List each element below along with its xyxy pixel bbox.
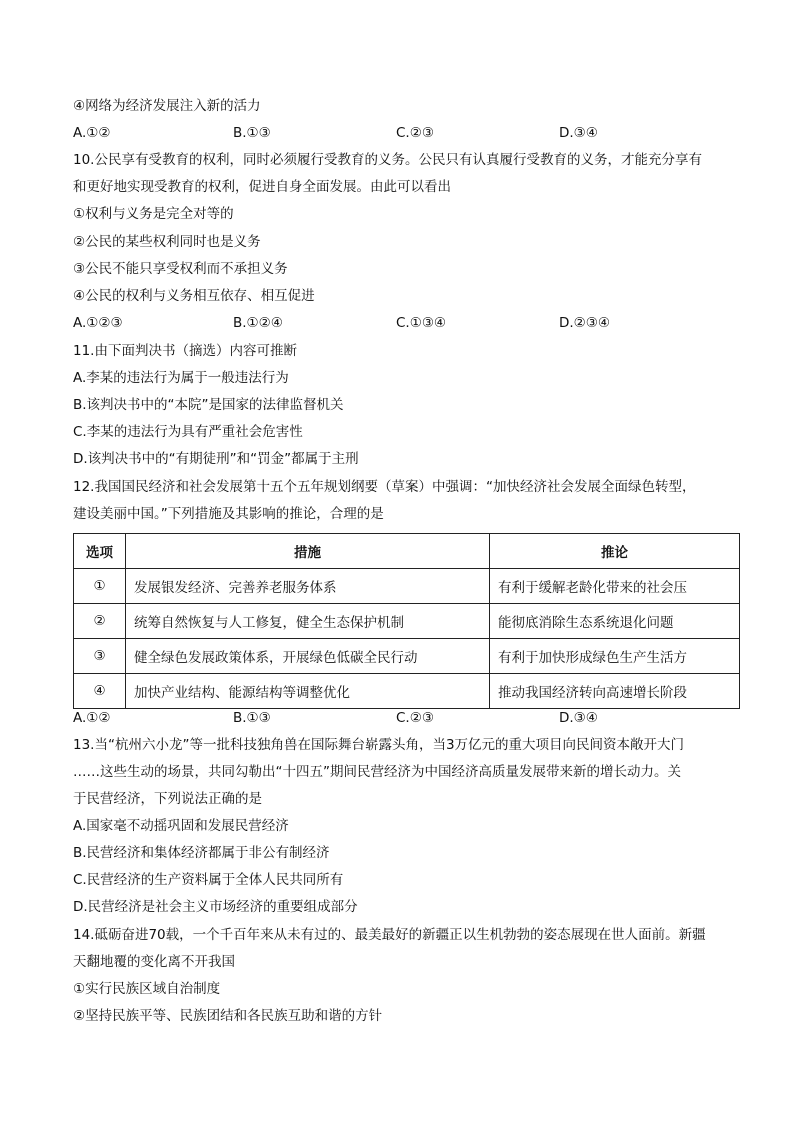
q13-stem-line-1: 13.当“杭州六小龙”等一批科技独角兽在国际舞台崭露头角，当3万亿元的重大项目向民间资本敞开大门: [73, 737, 685, 753]
table-header-row: [74, 534, 740, 569]
table-cell-inference: 有利于缓解老龄化带来的社会压: [490, 569, 740, 604]
table-cell-inference: 能彻底消除生态系统退化问题: [490, 604, 740, 639]
table-cell-number: ①: [74, 569, 126, 604]
table-cell-measure: 加快产业结构、能源结构等调整优化: [126, 674, 490, 709]
q12-choice-d: D.③④: [559, 710, 598, 726]
q12-choice-c: C.②③: [396, 710, 434, 726]
q9-choice-b: B.①③: [233, 125, 271, 141]
q13-option-a: A.国家毫不动摇巩固和发展民营经济: [73, 818, 289, 834]
q10-stem-line-2: 和更好地实现受教育的权利，促进自身全面发展。由此可以看出: [73, 179, 451, 195]
q10-choice-c: C.①③④: [396, 315, 447, 331]
table-header-inference: 推论: [490, 534, 740, 569]
q12-choice-a: A.①②: [73, 710, 111, 726]
q12-choices: [73, 709, 733, 727]
q10-stem-line-1: 10.公民享有受教育的权利，同时必须履行受教育的义务。公民只有认真履行受教育的义务，才能充分享有: [73, 152, 702, 168]
q13-stem-line-3: 于民营经济，下列说法正确的是: [73, 791, 262, 807]
q9-choices: [73, 124, 733, 142]
q9-option-4: ④网络为经济发展注入新的活力: [73, 98, 261, 114]
q10-choice-d: D.②③④: [559, 315, 610, 331]
q14-option-1: ①实行民族区域自治制度: [73, 981, 221, 997]
q10-choices: [73, 314, 733, 332]
q11-option-c: C.李某的违法行为具有严重社会危害性: [73, 424, 303, 440]
q10-option-3: ③公民不能只享受权利而不承担义务: [73, 261, 288, 277]
q14-option-2: ②坚持民族平等、民族团结和各民族互助和谐的方针: [73, 1008, 383, 1024]
table-row: [74, 639, 740, 674]
table-cell-number: ④: [74, 674, 126, 709]
q9-choice-c: C.②③: [396, 125, 434, 141]
q11-option-a: A.李某的违法行为属于一般违法行为: [73, 370, 289, 386]
table-cell-number: ③: [74, 639, 126, 674]
q11-option-d: D.该判决书中的“有期徒刑”和“罚金”都属于主刑: [73, 451, 359, 467]
table-cell-measure: 健全绿色发展政策体系，开展绿色低碳全民行动: [126, 639, 490, 674]
q10-option-2: ②公民的某些权利同时也是义务: [73, 234, 261, 250]
q9-choice-d: D.③④: [559, 125, 598, 141]
q10-option-4: ④公民的权利与义务相互依存、相互促进: [73, 288, 315, 304]
table-row: [74, 569, 740, 604]
q12-choice-b: B.①③: [233, 710, 271, 726]
table-header-option: 选项: [74, 534, 126, 569]
q11-option-b: B.该判决书中的“本院”是国家的法律监督机关: [73, 397, 344, 413]
table-row: [74, 604, 740, 639]
q13-stem-line-2: ……这些生动的场景，共同勾勒出“十四五”期间民营经济为中国经济高质量发展带来新的增长动力。关: [73, 764, 681, 780]
q13-option-d: D.民营经济是社会主义市场经济的重要组成部分: [73, 899, 358, 915]
q12-table: [73, 533, 740, 709]
table-header-measure: 措施: [126, 534, 490, 569]
q10-choice-a: A.①②③: [73, 315, 123, 331]
table-row: [74, 674, 740, 709]
table-cell-inference: 有利于加快形成绿色生产生活方: [490, 639, 740, 674]
q14-stem-line-1: 14.砥砺奋进70载，一个千百年来从未有过的、最美最好的新疆正以生机勃勃的姿态展现在世人面前。新疆: [73, 927, 706, 943]
q13-option-b: B.民营经济和集体经济都属于非公有制经济: [73, 845, 330, 861]
q10-option-1: ①权利与义务是完全对等的: [73, 206, 234, 222]
q12-stem-line-2: 建设美丽中国。”下列措施及其影响的推论，合理的是: [73, 506, 384, 522]
q10-choice-b: B.①②④: [233, 315, 283, 331]
q9-choice-a: A.①②: [73, 125, 111, 141]
q11-stem: 11.由下面判决书（摘选）内容可推断: [73, 343, 297, 359]
table-cell-inference: 推动我国经济转向高速增长阶段: [490, 674, 740, 709]
q12-stem-line-1: 12.我国国民经济和社会发展第十五个五年规划纲要（草案）中强调：“加快经济社会发展全面绿色转型，: [73, 479, 696, 495]
table-cell-measure: 统筹自然恢复与人工修复，健全生态保护机制: [126, 604, 490, 639]
q14-stem-line-2: 天翻地覆的变化离不开我国: [73, 954, 235, 970]
table-cell-measure: 发展银发经济、完善养老服务体系: [126, 569, 490, 604]
q13-option-c: C.民营经济的生产资料属于全体人民共同所有: [73, 872, 344, 888]
table-cell-number: ②: [74, 604, 126, 639]
